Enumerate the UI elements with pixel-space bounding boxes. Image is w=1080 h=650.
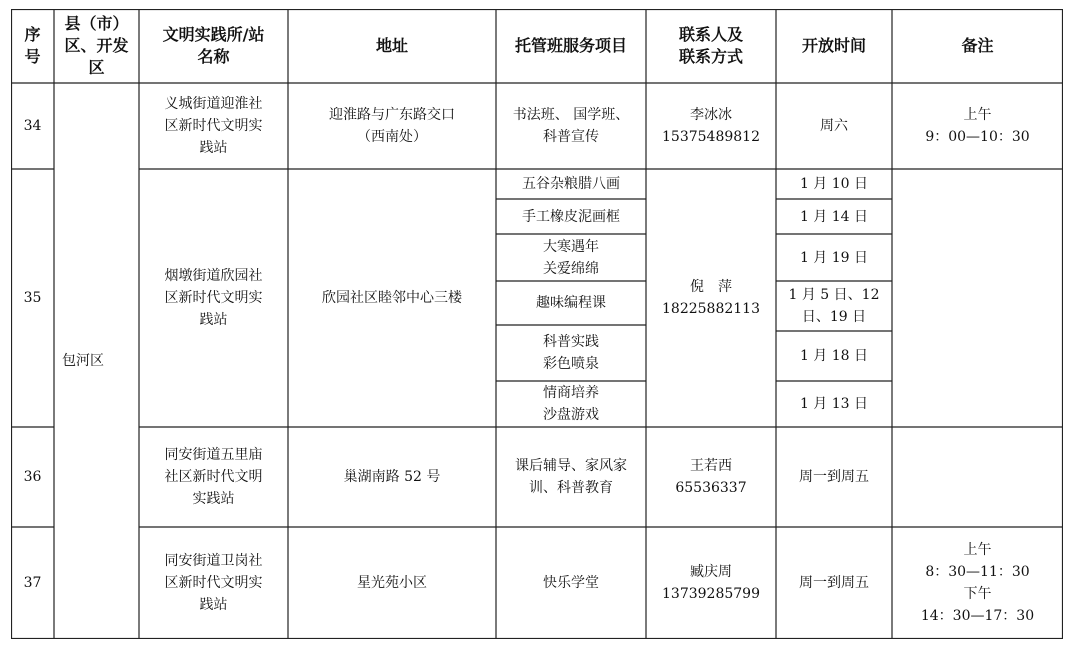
row-36-contact: 王若西 65536337: [675, 458, 747, 496]
row-34-no: 34: [23, 118, 42, 134]
header-remark: 备注: [961, 36, 994, 55]
row-35-service-5: 科普实践 彩色喷泉: [543, 334, 599, 372]
header-contact: 联系人及 联系方式: [678, 25, 743, 66]
row-35-remark: [892, 169, 1063, 427]
row-35-address: 欣园社区睦邻中心三楼: [322, 290, 462, 306]
row-35-time-6: 1 月 13 日: [799, 396, 869, 412]
row-35-time-3: 1 月 19 日: [799, 249, 869, 266]
county-cell: 包河区: [62, 353, 104, 369]
row-37-station: 同安街道卫岗社 区新时代文明实 践站: [164, 553, 263, 613]
row-35-station: 烟墩街道欣园社 区新时代文明实 践站: [164, 268, 263, 328]
row-34-contact: 李冰冰 15375489812: [662, 107, 760, 145]
row-37-time: 周一到周五: [799, 575, 869, 591]
row-34-station: 义城街道迎淮社 区新时代文明实 践站: [164, 96, 263, 156]
row-34-time: 周六: [820, 118, 848, 134]
row-37-address: 星光苑小区: [357, 575, 427, 591]
row-35-service-1: 五谷杂粮腊八画: [522, 176, 620, 192]
row-36-remark: [892, 427, 1063, 527]
header-time: 开放时间: [801, 36, 866, 55]
row-35-contact: 倪 萍 18225882113: [662, 279, 760, 317]
row-34-services: 书法班、 国学班、 科普宣传: [512, 107, 630, 145]
row-37-remark: 上午 8：30—11：30 下午 14：30—17：30: [920, 542, 1035, 624]
row-35-service-6: 情商培养 沙盘游戏: [543, 385, 599, 423]
header-address: 地址: [375, 36, 408, 55]
row-37-no: 37: [23, 575, 42, 591]
row-37-services: 快乐学堂: [543, 575, 599, 591]
row-36-services: 课后辅导、家风家 训、科普教育: [515, 458, 627, 496]
row-35-service-2: 手工橡皮泥画框: [522, 208, 620, 225]
row-35-time-4: 1 月 5 日、12 日、19 日: [788, 287, 880, 325]
row-36-no: 36: [23, 469, 42, 485]
row-36-address: 巢湖南路 52 号: [343, 469, 441, 485]
row-35-service-3: 大寒遇年 关爱绵绵: [543, 238, 599, 277]
row-35-time-2: 1 月 14 日: [799, 208, 869, 225]
row-35-service-4: 趣味编程课: [536, 295, 606, 311]
row-35-no: 35: [23, 290, 42, 306]
row-37-contact: 臧庆周 13739285799: [662, 564, 760, 602]
header-station: 文明实践所/站 名称: [162, 25, 265, 66]
header-services: 托管班服务项目: [514, 36, 627, 55]
row-36-time: 周一到周五: [799, 469, 869, 485]
service-table: [11, 9, 1063, 639]
header-no: 序 号: [24, 25, 41, 66]
row-35-time-5: 1 月 18 日: [799, 348, 869, 364]
row-35-time-1: 1 月 10 日: [799, 176, 869, 192]
header-county: 县（市） 区、开发 区: [64, 14, 129, 77]
row-36-station: 同安街道五里庙 社区新时代文明 实践站: [164, 447, 263, 507]
row-34-address: 迎淮路与广东路交口 （西南处）: [329, 107, 455, 145]
row-34-remark: 上午 9：00—10：30: [925, 107, 1030, 145]
